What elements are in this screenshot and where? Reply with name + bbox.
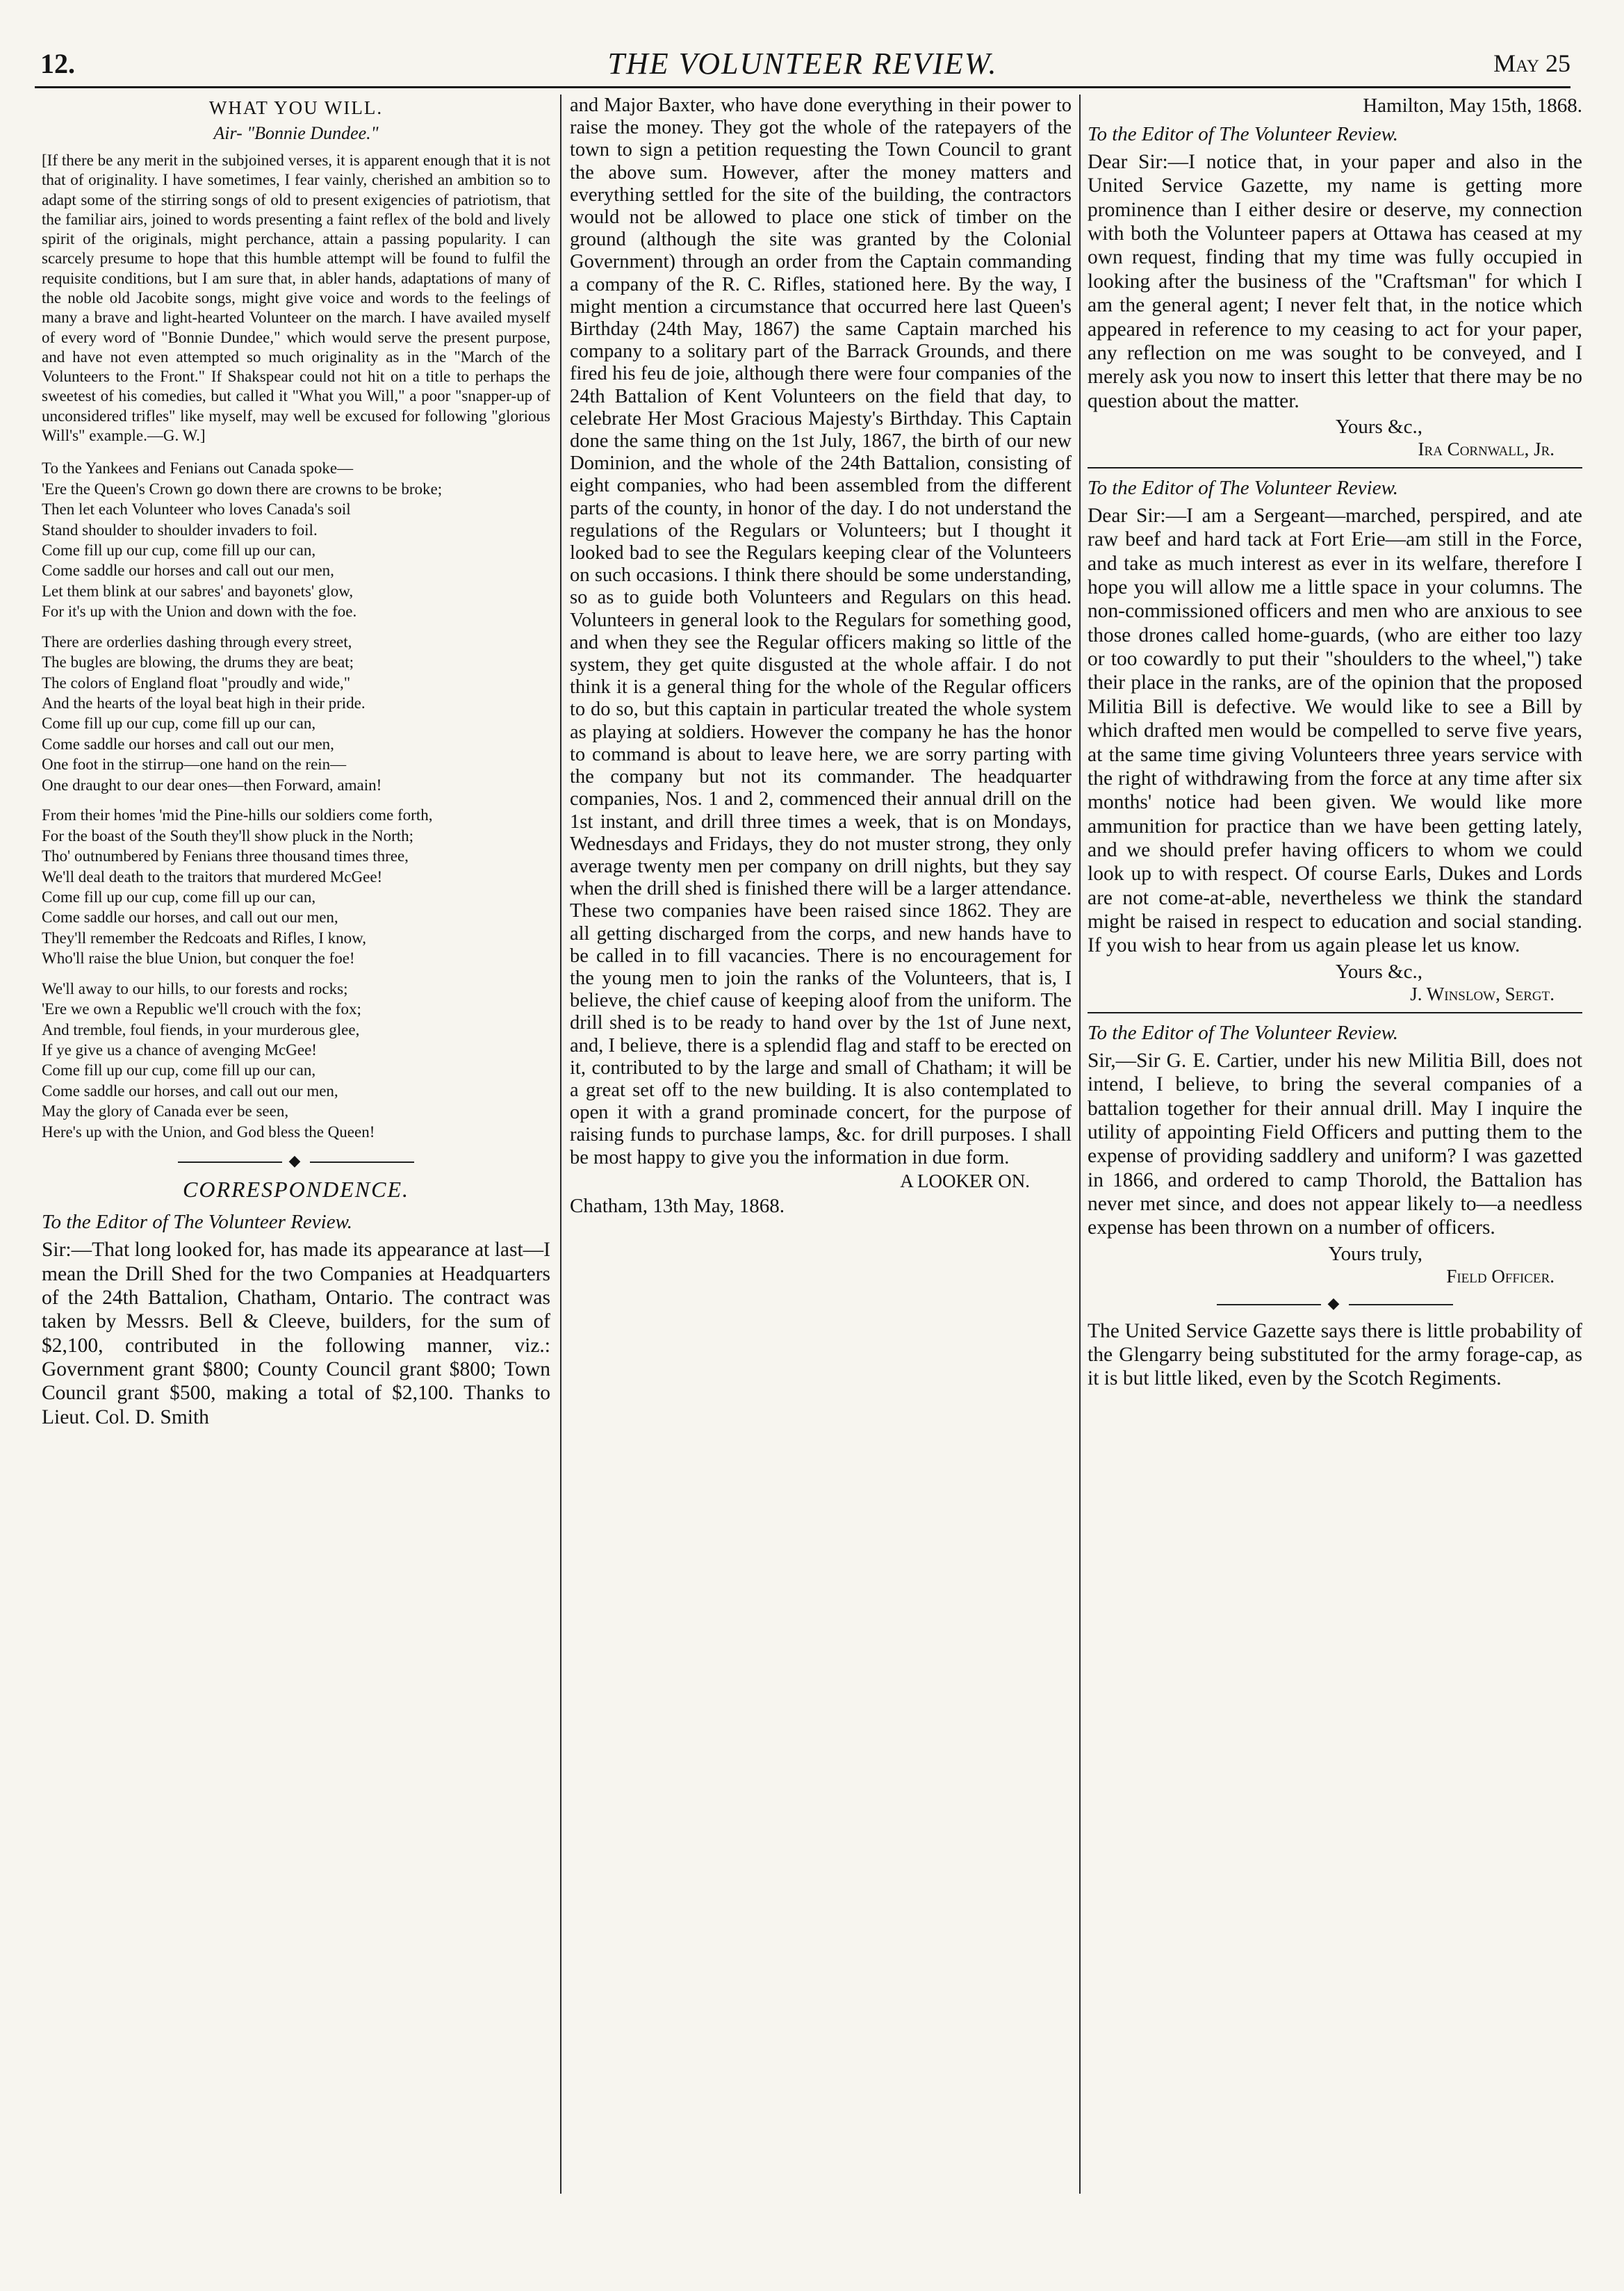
poem-line: Who'll raise the blue Union, but conquer the foe! — [42, 949, 355, 968]
poem-line: Come fill up our cup, come fill up our can, — [42, 888, 316, 906]
letter-salutation: To the Editor of The Volunteer Review. — [1088, 123, 1399, 145]
letter-yours: Yours truly, — [1328, 1242, 1422, 1265]
letter-salutation: To the Editor of The Volunteer Review. — [42, 1211, 353, 1234]
poem-line: Tho' outnumbered by Fenians three thousand times three, — [42, 847, 409, 865]
poem-line: One foot in the stirrup—one hand on the rein— — [42, 756, 347, 774]
letter-dateline: Hamilton, May 15th, 1868. — [1363, 95, 1582, 117]
column-rule — [1079, 95, 1081, 2194]
page-number: 12. — [40, 48, 75, 79]
poem-stanzas — [42, 458, 550, 1142]
divider — [1088, 1012, 1582, 1013]
poem-line: 'Ere the Queen's Crown go down there are crowns to be broke; — [42, 480, 443, 498]
letter-yours: Yours &c., — [1335, 415, 1422, 438]
poem-stanza — [42, 458, 550, 622]
letter-body: Sir,—Sir G. E. Cartier, under his new Militia Bill, does not intend, I believe, to bring the several companies of a battalion together for their annual drill. May I inquire the utility of appointing Field Officers and putting them to the expense of providing saddlery and uniform? I was gazetted in 1866, and ordered to camp Thorold, the Battalion has never met since, and does not appear likely to—a needless expense has been thrown on a number of officers. — [1088, 1049, 1582, 1239]
poem-line: Come saddle our horses and call out our men, — [42, 735, 334, 753]
poem-line: From their homes 'mid the Pine-hills our soldiers come forth, — [42, 806, 433, 824]
poem-line: And the hearts of the loyal beat high in their pride. — [42, 694, 366, 712]
poem-line: 'Ere we own a Republic we'll crouch with the fox; — [42, 1000, 361, 1018]
poem-line: Here's up with the Union, and God bless the Queen! — [42, 1123, 375, 1141]
news-item: The United Service Gazette says there is little probability of the Glengarry being substituted for the army forage-cap, as it is but little liked, even by the Scotch Regiments. — [1088, 1319, 1582, 1390]
poem-line: We'll deal death to the traitors that murdered McGee! — [42, 867, 383, 886]
poem-line: Let them blink at our sabres' and bayonets' glow, — [42, 582, 354, 600]
divider — [1088, 467, 1582, 468]
letter-signature: Ira Cornwall, Jr. — [1418, 438, 1555, 459]
poem-line: Then let each Volunteer who loves Canada's soil — [42, 500, 351, 519]
letter-body: Sir:—That long looked for, has made its appearance at last—I mean the Drill Shed for the two Companies at Headquarters of the 24th Battalion, Chatham, Ontario. The contract was taken by Messrs. Bell & Cleeve, builders, for the sum of $2,100, contributed in the following manner, viz.: Government grant $800; County Council grant $800; Town Council grant $500, making a total of $2,100. Thanks to Lieut. Col. D. Smith — [42, 1239, 550, 1428]
letter-body-continued: and Major Baxter, who have done everything in their power to raise the money. They got the whole of the ratepayers of the town to sign a petition requesting the Town Council to grant the above sum. However, after the money matters and everything settled for the site of the building, the contractors would not be allowed to place one stick of timber on the ground (although the site was granted by the Colonial Government) through an order from the Captain commanding a company of the R. C. Rifles, stationed here. By the way, I might mention a circumstance that occurred here last Queen's Birthday (24th May, 1867) the same Captain marched his company to a solitary part of the Barrack Grounds, and there fired his feu de joie, although there were four companies of the 24th Battalion of Kent Volunteers on the field that day, to celebrate Her Most Gracious Majesty's Birthday. This Captain done the same thing on the 1st July, 1867, the birth of our new Dominion, and the whole of the 24th Battalion, consisting of eight companies, who had been assembled from the different parts of the county, in honor of the day. I do not understand the regulations of the Regulars or Volunteers; but I thought it looked bad to see the Regulars keeping clear of the Volunteers on such occasions. I think there should be some understanding, so as to guide both Volunteers and Regulars on this head. Volunteers in general look to the Regulars for something good, and when they see the Regular officers making so little of the system, they get quite disgusted at the whole affair. I do not think it is a general thing for the whole of the Regular officers to do so, but this captain in particular treated the whole system as playing at soldiers. However the company he has the honor to command is about to leave here, we are sorry parting with the company but not its commander. The headquarter companies, Nos. 1 and 2, commenced their annual drill on the 1st instant, and drill three times a week, that is on Mondays, Wednesdays and Fridays, they do not muster strong, they only average twenty men per company on drill nights, but they say when the drill shed is finished there will be a larger attendance. These two companies have been raised since 1862. They are all getting discharged from the corps, and new hands have to be called in to fill vacancies. There is no encouragement for the young men to join the ranks of the Volunteers, that is, I believe, the chief cause of keeping aloof from the uniform. The drill shed is to be ready to hand over by the 1st of June next, and, I believe, there is a splendid flag and staff to be erected on it, contributed to by the large and small of Chatham; it will be a great set off to the new building. It is also contemplated to open it with a grand prominade concert, for the purpose of raising funds to purchase lamps, &c. for drill purposes. I shall be most happy to give you the information in due form. — [570, 95, 1072, 1168]
letter-signature: A LOOKER ON. — [900, 1170, 1030, 1191]
poem-line: The bugles are blowing, the drums they are beat; — [42, 653, 354, 671]
poem-title: WHAT YOU WILL. — [208, 97, 384, 118]
letter-body: Dear Sir:—I am a Sergeant—marched, perspired, and ate raw beef and hard tack at Fort Erie—am still in the Force, and take as much interest as ever in its welfare, therefore I hope you will allow me a little space in your columns. The non-commissioned officers and men who are anxious to see those drones called home-guards, (who are either too lazy or too cowardly to put their "shoulders to the wheel,") take their place in the ranks, are of the opinion that the proposed Militia Bill is defective. We would like to see a Bill by which drafted men would be compelled to serve five years, at the same time giving Volunteers three years service with the right of withdrawing from the force at any time after six months' notice had been given. We would like more ammunition for practice than we have been getting lately, and we should prefer having officers to whom we could look up to with respect. Of course Earls, Dukes and Lords are not come-at-able, nevertheless we think the standard might be raised in respect to education and social standing. If you wish to hear from us again please let us know. — [1088, 504, 1582, 957]
column-rule — [560, 95, 561, 2194]
letter-signature: J. Winslow, Sergt. — [1410, 983, 1555, 1004]
poem-note: [If there be any merit in the subjoined verses, it is apparent enough that it is not that of originality. I have sometimes, I fear vainly, cherished an ambition so to adapt some of the stirring songs of old to present exigencies of patriotism, that the familiar airs, joined to words presenting a faint reflex of the bold and lively spirit of the originals, might perchance, attain a passing popularity. I can scarcely presume to hope that this humble attempt will be found to fulfil the requisite conditions, but I am sure that, in abler hands, adaptations of many of the noble old Jacobite songs, might give voice and words to the feelings of many a brave and light-hearted Volunteer on the march. I have availed myself of every word of "Bonnie Dundee," which would serve the present purpose, and have not even attempted so much originality as in the "March of the Volunteers to the Front." If Shakspear could not hit on a title to perhaps the sweetest of his comedies, but called it "What you Will," a poor "snapper-up of unconsidered trifles" like myself, may well be excused for following "glorious Will's" example.—G. W.] — [42, 152, 550, 444]
divider: ◆ — [1088, 1294, 1582, 1312]
page-header — [35, 38, 1570, 88]
poem-line: Stand shoulder to shoulder invaders to foil. — [42, 521, 318, 539]
letter-salutation: To the Editor of The Volunteer Review. — [1088, 1021, 1399, 1044]
poem-air: Air- "Bonnie Dundee." — [213, 123, 379, 143]
poem-line: Come saddle our horses, and call out our men, — [42, 908, 338, 927]
poem-line: Come fill up our cup, come fill up our can, — [42, 715, 316, 733]
poem-line: The colors of England float "proudly and wide," — [42, 674, 351, 692]
letter-body: Dear Sir:—I notice that, in your paper and also in the United Service Gazette, my name is getting more prominence than I either desire or deserve, my connection with both the Volunteer papers at Ottawa has ceased at my own request, finding that my time was fully occupied in looking after the business of the "Craftsman" for which I am the general agent; I never felt that, in the notice which appeared in reference to my ceasing to act for your paper, any reflection on me was sought to be conveyed, and I merely ask you now to insert this letter that there may be no question about the matter. — [1088, 151, 1582, 412]
poem-line: We'll away to our hills, to our forests and rocks; — [42, 979, 348, 997]
poem-line: Come saddle our horses and call out our men, — [42, 562, 334, 580]
poem-line: They'll remember the Redcoats and Rifles, I know, — [42, 929, 366, 947]
column-2 — [570, 95, 1072, 2201]
column-3 — [1088, 95, 1582, 2201]
letter-closing: Chatham, 13th May, 1868. — [570, 1194, 785, 1217]
poem-line: To the Yankees and Fenians out Canada spoke— — [42, 459, 354, 478]
poem-line: If ye give us a chance of avenging McGee! — [42, 1041, 317, 1059]
poem-line: Come fill up our cup, come fill up our can, — [42, 1061, 316, 1079]
poem-line: And tremble, foul fiends, in your murderous glee, — [42, 1020, 360, 1038]
poem-line: May the glory of Canada ever be seen, — [42, 1102, 289, 1120]
poem-line: For the boast of the South they'll show pluck in the North; — [42, 826, 414, 845]
section-heading: CORRESPONDENCE. — [183, 1177, 409, 1202]
column-1 — [42, 95, 550, 2201]
masthead: THE VOLUNTEER REVIEW. — [607, 47, 998, 81]
letter-signature: Field Officer. — [1446, 1265, 1555, 1287]
poem-stanza — [42, 805, 550, 969]
poem-stanza — [42, 979, 550, 1143]
divider: ◆ — [42, 1152, 550, 1170]
poem-line: There are orderlies dashing through every street, — [42, 633, 352, 651]
letter-yours: Yours &c., — [1335, 960, 1422, 983]
letter-salutation: To the Editor of The Volunteer Review. — [1088, 476, 1399, 499]
poem-line: One draught to our dear ones—then Forward, amain! — [42, 776, 382, 794]
poem-stanza — [42, 632, 550, 796]
poem-line: Come saddle our horses, and call out our men, — [42, 1082, 338, 1100]
issue-date: May 25 — [1493, 49, 1570, 77]
poem-line: For it's up with the Union and down with the foe. — [42, 603, 357, 621]
poem-line: Come fill up our cup, come fill up our can, — [42, 541, 316, 559]
